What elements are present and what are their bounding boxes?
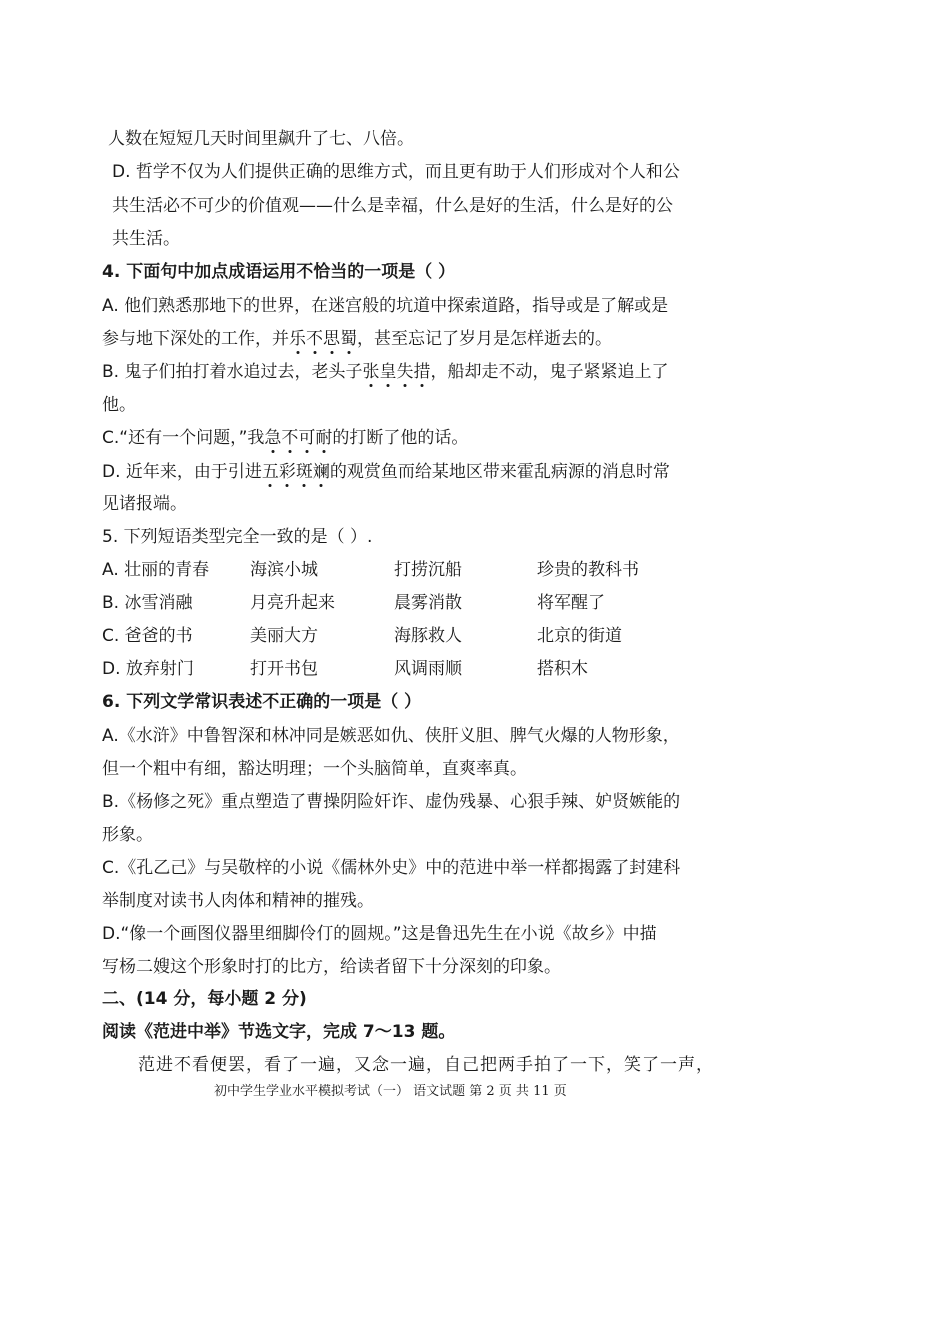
q4-stem: 4. 下面句中加点成语运用不恰当的一项是（ ） [102, 262, 456, 282]
q5-row-b-col2: 月亮升起来 [250, 593, 335, 613]
q6-option-b-line1: B.《杨修之死》重点塑造了曹操阴险奸诈、虚伪残暴、心狠手辣、妒贤嫉能的 [102, 792, 681, 812]
q4-c-idiom-char: 耐 [315, 428, 333, 448]
section2-instruction: 阅读《范进中举》节选文字，完成 7～13 题。 [102, 1022, 456, 1042]
page-footer: 初中学生学业水平模拟考试（一） 语文试题 第 2 页 共 11 页 [214, 1084, 567, 1099]
q5-row-d-col1: D. 放弃射门 [102, 659, 194, 679]
q5-row-a-col2: 海滨小城 [250, 560, 318, 580]
q4-option-d-line2: 见诸报端。 [102, 494, 187, 514]
q4-a-idiom-char: 不 [306, 329, 323, 349]
q4-b-idiom-char: 失 [396, 362, 414, 382]
q4-a-text-post: ，甚至忘记了岁月是怎样逝去的。 [357, 329, 612, 349]
q4-b-idiom-char: 措 [413, 362, 431, 382]
q6-stem: 6. 下列文学常识表述不正确的一项是（ ） [102, 692, 422, 712]
q3-option-d-line1: D. 哲学不仅为人们提供正确的思维方式，而且更有助于人们形成对个人和公 [112, 162, 680, 182]
q4-d-idiom-char: 斑 [295, 462, 313, 482]
q3-line: 人数在短短几天时间里飙升了七、八倍。 [108, 129, 414, 149]
q4-option-b-line2: 他。 [102, 395, 136, 415]
q4-b-text-post: ，船却走不动，鬼子紧紧追上了 [430, 362, 669, 382]
q3-option-d-line2: 共生活必不可少的价值观——什么是幸福，什么是好的生活，什么是好的公 [112, 196, 673, 216]
q4-a-idiom-char: 乐 [289, 329, 306, 349]
q6-option-d-line1: D.“像一个画图仪器里细脚伶仃的圆规。”这是鲁迅先生在小说《故乡》中描 [102, 924, 657, 944]
q4-option-a-line1: A. 他们熟悉那地下的世界，在迷宫般的坑道中探索道路，指导或是了解或是 [102, 296, 669, 316]
q4-b-idiom-char: 张 [362, 362, 380, 382]
q5-row-d-col2: 打开书包 [250, 659, 318, 679]
q5-row-c-col4: 北京的街道 [537, 626, 622, 646]
q6-option-b-line2: 形象。 [102, 825, 153, 845]
excerpt-text: 范进不看便罢，看了一遍，又念一遍，自己把两手拍了一下，笑了一声， [138, 1055, 714, 1075]
q4-option-d-line1 [102, 461, 670, 483]
q5-row-a-col4: 珍贵的教科书 [537, 560, 639, 580]
q4-b-idiom-char: 皇 [379, 362, 397, 382]
section2-heading: 二、(14 分，每小题 2 分) [102, 989, 307, 1009]
q5-row-c-col2: 美丽大方 [250, 626, 318, 646]
q4-c-idiom-char: 不 [281, 428, 299, 448]
q5-row-b-col3: 晨雾消散 [394, 593, 462, 613]
q5-row-c-col3: 海豚救人 [394, 626, 462, 646]
q4-a-text-pre: 参与地下深处的工作，并 [102, 329, 289, 349]
q6-option-a-line2: 但一个粗中有细，豁达明理；一个头脑简单，直爽率真。 [102, 759, 527, 779]
q4-d-text-post: 的观赏鱼而给某地区带来霍乱病源的消息时常 [329, 462, 670, 482]
q5-row-c-col1: C. 爸爸的书 [102, 626, 193, 646]
q4-c-text-pre: C.“还有一个问题，”我 [102, 428, 265, 448]
q5-stem: 5. 下列短语类型完全一致的是（ ）. [102, 527, 373, 547]
q6-option-d-line2: 写杨二嫂这个形象时打的比方，给读者留下十分深刻的印象。 [102, 957, 561, 977]
q4-d-idiom-char: 斓 [312, 462, 330, 482]
q4-option-c [102, 427, 468, 449]
q4-c-idiom-char: 急 [264, 428, 282, 448]
q4-c-text-post: 的打断了他的话。 [332, 428, 469, 448]
q5-row-a-col3: 打捞沉船 [394, 560, 462, 580]
q5-row-b-col1: B. 冰雪消融 [102, 593, 193, 613]
q5-row-d-col4: 搭积木 [537, 659, 588, 679]
q5-row-b-col4: 将军醒了 [537, 593, 605, 613]
q6-option-c-line1: C.《孔乙己》与吴敬梓的小说《儒林外史》中的范进中举一样都揭露了封建科 [102, 858, 681, 878]
q4-d-idiom-char: 彩 [278, 462, 296, 482]
q4-option-b-line1 [102, 361, 668, 383]
q5-row-a-col1: A. 壮丽的青春 [102, 560, 210, 580]
q4-option-a-line2 [102, 328, 612, 350]
q4-d-idiom-char: 五 [261, 462, 279, 482]
q4-c-idiom-char: 可 [298, 428, 316, 448]
q6-option-a-line1: A.《水浒》中鲁智深和林冲同是嫉恶如仇、侠肝义胆、脾气火爆的人物形象， [102, 726, 680, 746]
q4-a-idiom-char: 蜀 [340, 329, 357, 349]
q5-row-d-col3: 风调雨顺 [394, 659, 462, 679]
q4-b-text-pre: B. 鬼子们拍打着水追过去，老头子 [102, 362, 363, 382]
q4-d-text-pre: D. 近年来，由于引进 [102, 462, 262, 482]
q4-a-idiom-char: 思 [323, 329, 340, 349]
q6-option-c-line2: 举制度对读书人肉体和精神的摧残。 [102, 891, 374, 911]
q3-option-d-line3: 共生活。 [112, 229, 180, 249]
